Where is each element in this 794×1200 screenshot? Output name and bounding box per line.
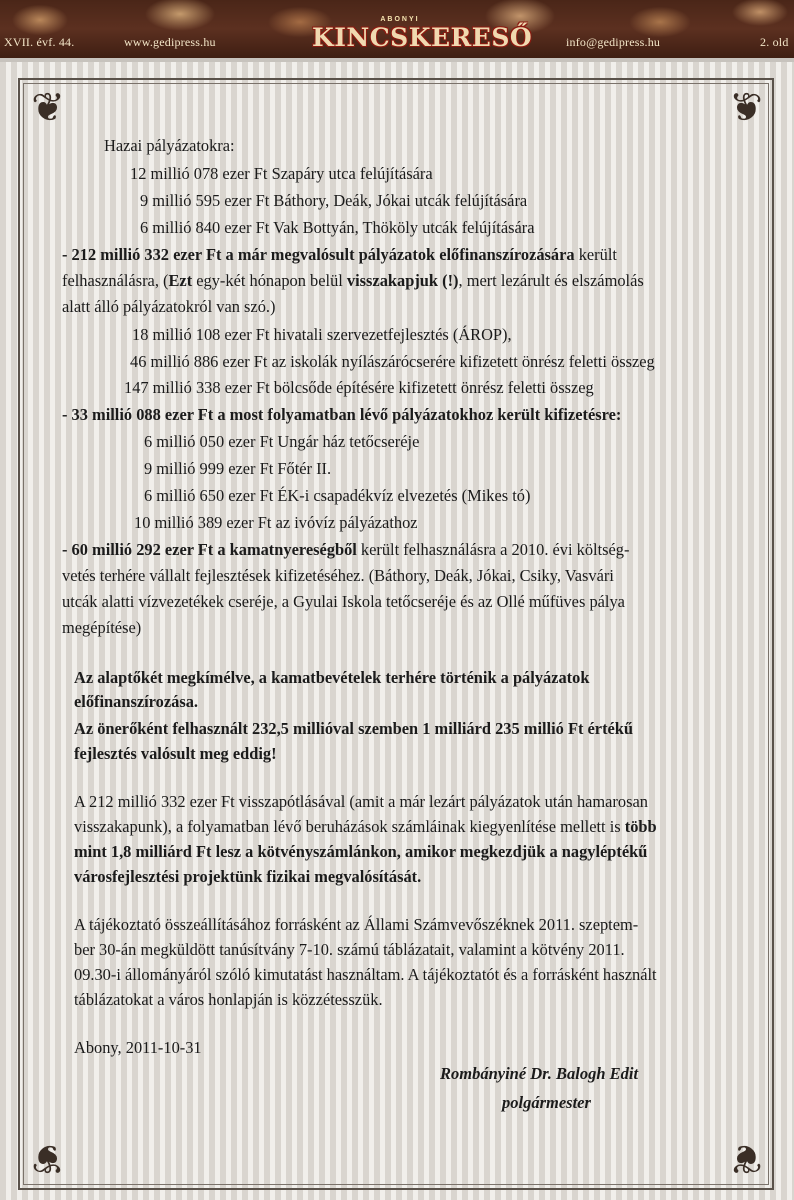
header-banner xyxy=(0,0,794,58)
bold-statement xyxy=(74,716,633,742)
list-item: 147 millió 338 ezer Ft bölcsőde építésére kifizetett önrész feletti összeg xyxy=(124,378,594,397)
text-span: felhasználásra, ( xyxy=(62,271,169,290)
list-item: 18 millió 108 ezer Ft hivatali szervezetfejlesztés (ÁROP), xyxy=(132,325,512,344)
bold-amount: - 33 millió 088 ezer Ft a most folyamatban lévő pályázatokhoz került kifizetésre: xyxy=(62,405,622,424)
paragraph-line xyxy=(74,839,647,865)
text-span: előfinanszírozása. xyxy=(74,692,198,711)
bold-text: több xyxy=(624,817,657,836)
paragraph-line: A 212 millió 332 ezer Ft visszapótlásával (amit a már lezárt pályázatok után hamarosan xyxy=(74,792,648,811)
place-date: Abony, 2011-10-31 xyxy=(74,1038,202,1057)
text-span: egy-két hónapon belül xyxy=(192,271,347,290)
bold-amount: - 212 millió 332 ezer Ft a már megvalósult pályázatok előfinanszírozására xyxy=(62,245,575,264)
text-span: Az önerőként felhasznált 232,5 millióval szemben 1 milliárd 235 millió Ft értékű xyxy=(74,719,634,738)
list-item: 6 millió 650 ezer Ft ÉK-i csapadékvíz elvezetés (Mikes tó) xyxy=(144,486,531,505)
list-item: 12 millió 078 ezer Ft Szapáry utca felújítására xyxy=(130,164,433,183)
paragraph-line xyxy=(62,268,644,294)
corner-flourish-icon: ❦ xyxy=(729,85,763,131)
bold-statement xyxy=(74,741,277,767)
paragraph-line: megépítése) xyxy=(62,618,142,637)
bold-text: Ezt xyxy=(168,271,193,290)
paragraph-line: vetés terhére vállalt fejlesztések kifizetéséhez. (Báthory, Deák, Jókai, Csiky, Vasvári xyxy=(62,566,614,585)
paragraph-line: 09.30-i állományáról szóló kimutatást használtam. A tájékoztatót és a forrásként használt xyxy=(74,965,657,984)
paragraph-line: ber 30-án megküldött tanúsítvány 7-10. számú táblázatait, valamint a kötvény 2011. xyxy=(74,940,625,959)
site-link[interactable]: www.gedipress.hu xyxy=(124,35,216,49)
corner-flourish-icon: ❦ xyxy=(31,1135,65,1181)
text-span: került felhasználásra a 2010. évi költség- xyxy=(356,540,630,559)
section-heading: Hazai pályázatokra: xyxy=(104,136,235,155)
text-span: visszakapunk), a folyamatban lévő beruházások számláinak kiegyenlítése mellett is xyxy=(74,817,625,836)
paragraph-line xyxy=(62,242,617,268)
logo-subtitle: ABONYI xyxy=(380,16,420,23)
paragraph-line: utcák alatti vízvezetékek cseréje, a Gyulai Iskola tetőcseréje és az Ollé műfüves pálya xyxy=(62,592,625,611)
list-item: 9 millió 999 ezer Ft Főtér II. xyxy=(144,459,332,478)
signer-title: polgármester xyxy=(502,1093,591,1112)
signer-name: Rombányiné Dr. Balogh Edit xyxy=(440,1064,639,1083)
text-span: fejlesztés valósult meg eddig! xyxy=(74,744,277,763)
text-span: Az alaptőkét megkímélve, a kamatbevételek terhére történik a pályázatok xyxy=(74,668,590,687)
list-item: 9 millió 595 ezer Ft Báthory, Deák, Jókai utcák felújítására xyxy=(140,191,528,210)
paragraph-line: alatt álló pályázatokról van szó.) xyxy=(62,297,276,316)
issue-label: XVII. évf. 44. xyxy=(4,35,75,49)
list-item: 10 millió 389 ezer Ft az ivóvíz pályázathoz xyxy=(134,513,418,532)
paragraph-line xyxy=(74,814,657,840)
corner-flourish-icon: ❦ xyxy=(729,1135,763,1181)
paragraph-line xyxy=(62,537,629,563)
bold-statement xyxy=(74,665,589,691)
list-item: 6 millió 050 ezer Ft Ungár ház tetőcseréje xyxy=(144,432,420,451)
masthead-logo xyxy=(312,16,533,54)
text-span: városfejlesztési projektünk fizikai megvalósítását. xyxy=(74,867,422,886)
paragraph-line: A tájékoztató összeállításához forrásként az Állami Számvevőszéknek 2011. szeptem- xyxy=(74,915,639,934)
text-span: mint 1,8 milliárd Ft lesz a kötvényszámlánkon, amikor megkezdjük a nagyléptékű xyxy=(74,842,648,861)
text-span: került xyxy=(574,245,617,264)
bold-amount: - 60 millió 292 ezer Ft a kamatnyereségből xyxy=(62,540,357,559)
page-number: 2. old xyxy=(760,35,789,49)
bold-statement xyxy=(74,689,198,715)
bold-text: visszakapjuk (!) xyxy=(346,271,459,290)
logo-title: KINCSKERESŐ xyxy=(312,23,533,52)
corner-flourish-icon: ❦ xyxy=(31,85,65,131)
email-link[interactable]: info@gedipress.hu xyxy=(566,35,661,49)
list-item: 46 millió 886 ezer Ft az iskolák nyílászárócserére kifizetett önrész feletti összeg xyxy=(130,352,655,371)
paragraph-line: táblázatokat a város honlapján is közzétesszük. xyxy=(74,990,383,1009)
paragraph-line xyxy=(74,864,421,890)
list-item: 6 millió 840 ezer Ft Vak Bottyán, Thököly utcák felújítására xyxy=(140,218,535,237)
paragraph-line xyxy=(62,402,621,428)
text-span: , mert lezárult és elszámolás xyxy=(458,271,644,290)
